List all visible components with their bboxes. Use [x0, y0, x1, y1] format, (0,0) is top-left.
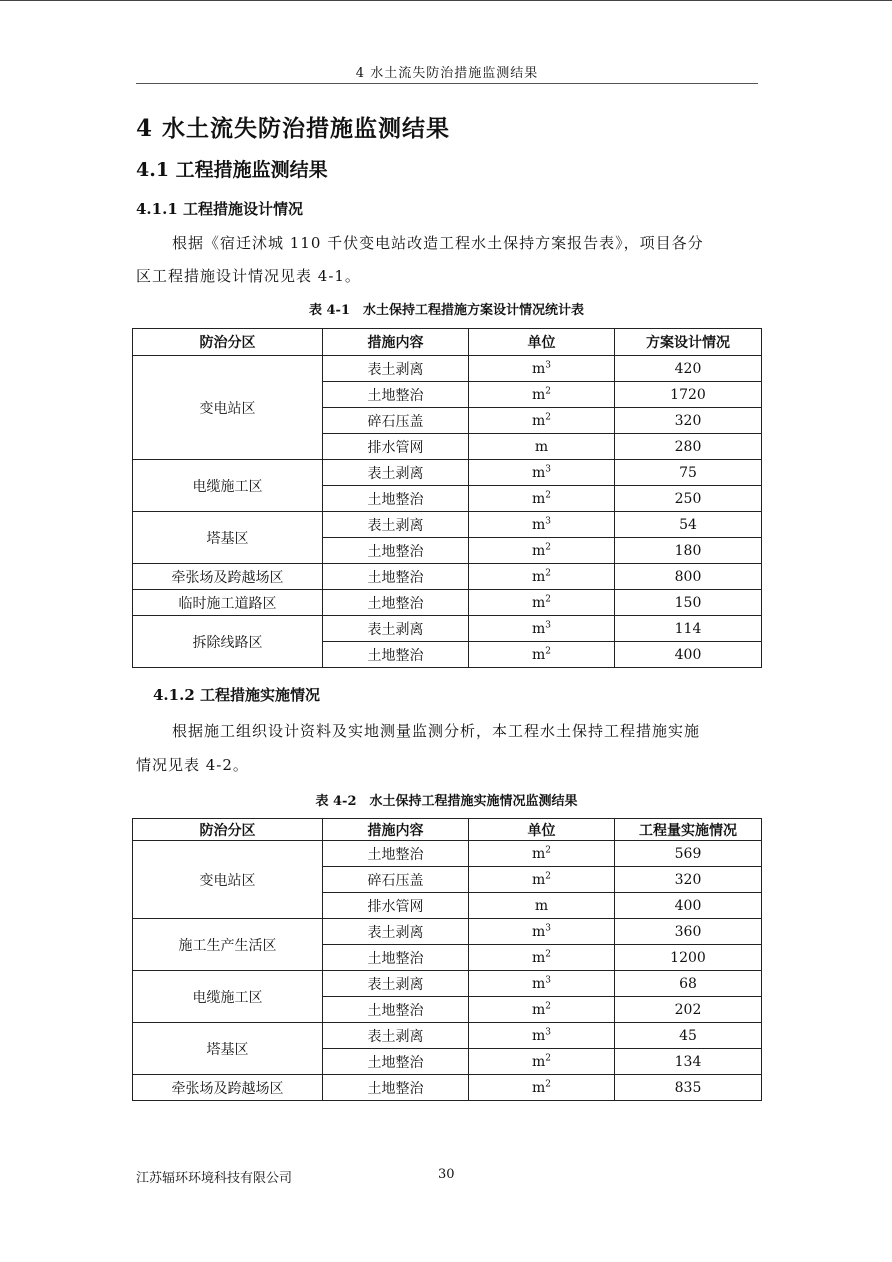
- header-measure: 措施内容: [323, 329, 469, 356]
- unit-text: m: [531, 568, 546, 585]
- unit-cell: [469, 642, 615, 668]
- unit-cell: [469, 945, 615, 971]
- unit-cell: [469, 590, 615, 616]
- value-cell: 250: [615, 486, 762, 512]
- measure-cell: 土地整治: [323, 1049, 469, 1075]
- unit-exponent: 2: [545, 948, 551, 959]
- value-cell: 420: [615, 356, 762, 382]
- unit-exponent: 3: [545, 1026, 551, 1037]
- value-cell: 45: [615, 1023, 762, 1049]
- measure-cell: 土地整治: [323, 564, 469, 590]
- table-row: [133, 564, 762, 590]
- value-cell: 114: [615, 616, 762, 642]
- unit-text: m: [531, 620, 546, 637]
- unit-text: m: [531, 845, 546, 862]
- unit-text: m: [531, 516, 546, 533]
- unit-cell: [469, 382, 615, 408]
- measure-cell: 表土剥离: [323, 356, 469, 382]
- unit-exponent: 2: [545, 1078, 551, 1089]
- measure-cell: 土地整治: [323, 486, 469, 512]
- unit-text: m: [531, 412, 546, 429]
- value-cell: 1720: [615, 382, 762, 408]
- measure-cell: 表土剥离: [323, 512, 469, 538]
- header-measure: 措施内容: [323, 819, 469, 841]
- paragraph-2-line-1: 根据施工组织设计资料及实地测量监测分析，本工程水土保持工程措施实施: [172, 722, 701, 740]
- unit-text: m: [531, 949, 546, 966]
- zone-cell: 拆除线路区: [133, 616, 323, 668]
- table-2-caption: 表 4-2 水土保持工程措施实施情况监测结果: [315, 794, 578, 809]
- unit-cell: [469, 997, 615, 1023]
- unit-cell: [469, 434, 615, 460]
- unit-text: m: [531, 542, 546, 559]
- zone-cell: 变电站区: [133, 356, 323, 460]
- unit-text: m: [531, 923, 546, 940]
- unit-text: m: [531, 871, 546, 888]
- zone-cell: 牵张场及跨越场区: [133, 1075, 323, 1101]
- measure-cell: 土地整治: [323, 590, 469, 616]
- unit-exponent: 2: [545, 567, 551, 578]
- measure-cell: 表土剥离: [323, 971, 469, 997]
- unit-text: m: [531, 594, 546, 611]
- value-cell: 1200: [615, 945, 762, 971]
- subsection-heading-implementation: 4.1.2 工程措施实施情况: [153, 686, 320, 704]
- table-row: [133, 841, 762, 867]
- unit-text: m: [531, 490, 546, 507]
- unit-exponent: 2: [545, 489, 551, 500]
- measure-cell: 表土剥离: [323, 460, 469, 486]
- value-cell: 180: [615, 538, 762, 564]
- unit-cell: [469, 512, 615, 538]
- unit-cell: [469, 867, 615, 893]
- measure-cell: 表土剥离: [323, 616, 469, 642]
- zone-cell: 临时施工道路区: [133, 590, 323, 616]
- unit-exponent: 2: [545, 1052, 551, 1063]
- table-row: [133, 512, 762, 538]
- unit-text: m: [534, 438, 549, 455]
- measure-cell: 表土剥离: [323, 1023, 469, 1049]
- unit-cell: [469, 356, 615, 382]
- unit-text: m: [531, 1001, 546, 1018]
- measure-cell: 碎石压盖: [323, 867, 469, 893]
- table-row: [133, 1023, 762, 1049]
- unit-cell: [469, 971, 615, 997]
- measure-cell: 土地整治: [323, 538, 469, 564]
- table-row: [133, 590, 762, 616]
- zone-cell: 变电站区: [133, 841, 323, 919]
- value-cell: 400: [615, 893, 762, 919]
- unit-exponent: 3: [545, 974, 551, 985]
- unit-cell: [469, 564, 615, 590]
- page-number: 30: [438, 1167, 455, 1182]
- value-cell: 280: [615, 434, 762, 460]
- value-cell: 569: [615, 841, 762, 867]
- table-1-caption: 表 4-1 水土保持工程措施方案设计情况统计表: [308, 303, 584, 318]
- header-zone: 防治分区: [133, 819, 323, 841]
- unit-text: m: [531, 1027, 546, 1044]
- zone-cell: 塔基区: [133, 1023, 323, 1075]
- zone-cell: 塔基区: [133, 512, 323, 564]
- unit-exponent: 2: [545, 385, 551, 396]
- unit-text: m: [531, 975, 546, 992]
- unit-cell: [469, 1023, 615, 1049]
- value-cell: 360: [615, 919, 762, 945]
- table-2-implemented-measures: [132, 818, 762, 1101]
- section-heading: 4.1 工程措施监测结果: [136, 159, 328, 181]
- table-1-design-measures: [132, 328, 762, 668]
- unit-text: m: [531, 1079, 546, 1096]
- value-cell: 400: [615, 642, 762, 668]
- unit-cell: [469, 893, 615, 919]
- chapter-heading: 4 水土流失防治措施监测结果: [136, 115, 451, 142]
- unit-exponent: 3: [545, 463, 551, 474]
- value-cell: 202: [615, 997, 762, 1023]
- table-row: [133, 971, 762, 997]
- value-cell: 134: [615, 1049, 762, 1075]
- unit-cell: [469, 616, 615, 642]
- table-row: [133, 460, 762, 486]
- zone-cell: 施工生产生活区: [133, 919, 323, 971]
- measure-cell: 土地整治: [323, 945, 469, 971]
- measure-cell: 排水管网: [323, 893, 469, 919]
- value-cell: 150: [615, 590, 762, 616]
- unit-exponent: 2: [545, 593, 551, 604]
- table-header-row: [133, 819, 762, 841]
- zone-cell: 牵张场及跨越场区: [133, 564, 323, 590]
- top-border-line: [0, 0, 892, 1]
- subsection-heading-design: 4.1.1 工程措施设计情况: [136, 200, 303, 218]
- unit-text: m: [531, 360, 546, 377]
- measure-cell: 土地整治: [323, 642, 469, 668]
- footer-company: 江苏辐环环境科技有限公司: [136, 1171, 293, 1186]
- unit-cell: [469, 1075, 615, 1101]
- header-value: 工程量实施情况: [615, 819, 762, 841]
- zone-cell: 电缆施工区: [133, 460, 323, 512]
- unit-cell: [469, 408, 615, 434]
- table-header-row: [133, 329, 762, 356]
- unit-exponent: 3: [545, 359, 551, 370]
- measure-cell: 土地整治: [323, 1075, 469, 1101]
- unit-text: m: [531, 1053, 546, 1070]
- unit-cell: [469, 486, 615, 512]
- measure-cell: 表土剥离: [323, 919, 469, 945]
- paragraph-1-line-2: 区工程措施设计情况见表 4-1。: [136, 267, 361, 285]
- zone-cell: 电缆施工区: [133, 971, 323, 1023]
- header-unit: 单位: [469, 819, 615, 841]
- table-row: [133, 919, 762, 945]
- value-cell: 320: [615, 408, 762, 434]
- value-cell: 68: [615, 971, 762, 997]
- paragraph-2-line-2: 情况见表 4-2。: [136, 756, 249, 774]
- unit-exponent: 3: [545, 619, 551, 630]
- value-cell: 835: [615, 1075, 762, 1101]
- measure-cell: 碎石压盖: [323, 408, 469, 434]
- unit-exponent: 2: [545, 1000, 551, 1011]
- unit-cell: [469, 919, 615, 945]
- header-unit: 单位: [469, 329, 615, 356]
- unit-text: m: [534, 897, 549, 914]
- measure-cell: 土地整治: [323, 997, 469, 1023]
- value-cell: 320: [615, 867, 762, 893]
- unit-cell: [469, 841, 615, 867]
- measure-cell: 排水管网: [323, 434, 469, 460]
- header-zone: 防治分区: [133, 329, 323, 356]
- unit-text: m: [531, 464, 546, 481]
- unit-cell: [469, 538, 615, 564]
- running-header: 4 水土流失防治措施监测结果: [355, 66, 539, 81]
- unit-exponent: 2: [545, 541, 551, 552]
- value-cell: 800: [615, 564, 762, 590]
- table-row: [133, 356, 762, 382]
- measure-cell: 土地整治: [323, 841, 469, 867]
- unit-text: m: [531, 386, 546, 403]
- measure-cell: 土地整治: [323, 382, 469, 408]
- unit-exponent: 2: [545, 844, 551, 855]
- unit-exponent: 3: [545, 515, 551, 526]
- value-cell: 54: [615, 512, 762, 538]
- header-value: 方案设计情况: [615, 329, 762, 356]
- unit-cell: [469, 460, 615, 486]
- unit-text: m: [531, 646, 546, 663]
- header-rule: [136, 83, 758, 84]
- unit-exponent: 2: [545, 411, 551, 422]
- table-row: [133, 616, 762, 642]
- unit-exponent: 2: [545, 870, 551, 881]
- paragraph-1-line-1: 根据《宿迁沭城 110 千伏变电站改造工程水土保持方案报告表》，项目各分: [172, 234, 704, 252]
- unit-exponent: 2: [545, 645, 551, 656]
- value-cell: 75: [615, 460, 762, 486]
- unit-cell: [469, 1049, 615, 1075]
- table-row: [133, 1075, 762, 1101]
- unit-exponent: 3: [545, 922, 551, 933]
